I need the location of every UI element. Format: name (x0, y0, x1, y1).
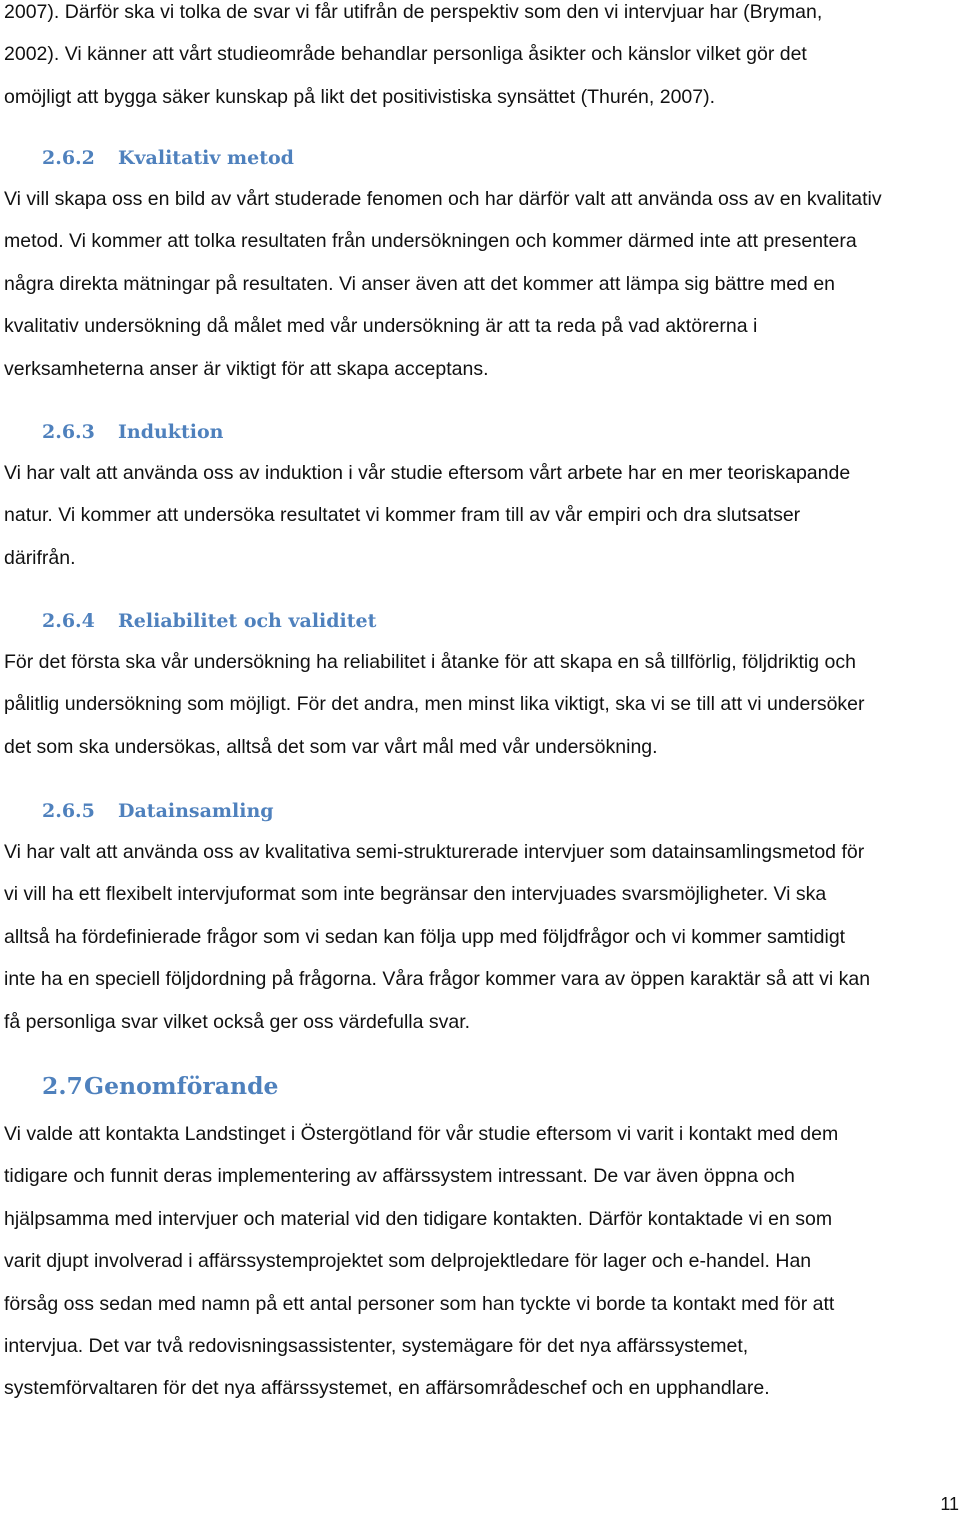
section-number: 2.6.2 (42, 147, 95, 169)
section-number: 2.6.3 (42, 421, 95, 443)
text-line: alltså ha fördefinierade frågor som vi sedan kan följa upp med följdfrågor och vi kommer samtidigt (4, 925, 846, 948)
section-title: Induktion (118, 421, 224, 443)
section-title: Genomförande (84, 1072, 279, 1100)
section-heading-induktion (42, 419, 223, 445)
text-line: Vi valde att kontakta Landstinget i Östergötland för vår studie eftersom vi varit i kontakt med dem (4, 1123, 839, 1145)
section-paragraph-genomforande (4, 1113, 960, 1410)
section-title: Kvalitativ metod (118, 147, 294, 169)
text-line: Vi vill skapa oss en bild av vårt studerade fenomen och har därför valt att använda oss av en kvalitativ (4, 188, 882, 210)
text-line: omöjligt att bygga säker kunskap på likt det positivistiska synsättet (Thurén, 2007). (4, 85, 716, 108)
section-paragraph-kvalitativ-metod (4, 178, 960, 390)
text-line: kvalitativ undersökning då målet med vår undersökning är att ta reda på vad aktörerna i (4, 315, 758, 338)
text-line: Vi har valt att använda oss av kvalitativa semi-strukturerade intervjuer som datainsamlingsmetod för (4, 841, 865, 863)
section-number: 2.7 (42, 1072, 83, 1100)
text-line: varit djupt involverad i affärssystemprojektet som delprojektledare för lager och e-handel. Han (4, 1250, 812, 1273)
text-line: få personliga svar vilket också ger oss värdefulla svar. (4, 1010, 471, 1033)
section-heading-kvalitativ-metod (42, 145, 294, 171)
text-line: tidigare och funnit deras implementering av affärssystem intressant. De var även öppna och (4, 1165, 795, 1188)
text-line: några direkta mätningar på resultaten. Vi anser även att det kommer att lämpa sig bättre med en (4, 272, 836, 295)
text-line: Vi har valt att använda oss av induktion i vår studie eftersom vårt arbete har en mer teoriskapande (4, 462, 851, 484)
text-line: verksamheterna anser är viktigt för att skapa acceptans. (4, 357, 489, 380)
text-line: hjälpsamma med intervjuer och material vid den tidigare kontakten. Därför kontaktade vi en som (4, 1207, 833, 1230)
section-paragraph-induktion (4, 452, 960, 579)
text-line: 2002). Vi känner att vårt studieområde behandlar personliga åsikter och känslor vilket gör det (4, 43, 807, 66)
section-heading-reliabilitet (42, 608, 376, 634)
text-line: natur. Vi kommer att undersöka resultatet vi kommer fram till av vår empiri och dra slutsatser (4, 504, 801, 527)
text-line: 2007). Därför ska vi tolka de svar vi får utifrån de perspektiv som den vi intervjuar har (Bryman, (4, 1, 823, 23)
text-line: metod. Vi kommer att tolka resultaten från undersökningen och kommer därmed inte att presentera (4, 230, 857, 253)
section-paragraph-reliabilitet (4, 641, 960, 768)
section-number: 2.6.4 (42, 610, 95, 632)
section-heading-datainsamling (42, 798, 274, 824)
text-line: försåg oss sedan med namn på ett antal personer som han tyckte vi borde ta kontakt med för att (4, 1292, 835, 1315)
text-line: pålitlig undersökning som möjligt. För det andra, men minst lika viktigt, ska vi se till att vi undersöker (4, 693, 865, 716)
section-heading-genomforande (42, 1073, 279, 1099)
text-line: vi vill ha ett flexibelt intervjuformat som inte begränsar den intervjuades svarsmöjligheter. Vi ska (4, 883, 827, 906)
page-number: 11 (940, 1494, 959, 1514)
text-line: därifrån. (4, 546, 76, 569)
section-title: Reliabilitet och validitet (118, 610, 377, 632)
section-title: Datainsamling (118, 800, 274, 822)
text-line: det som ska undersökas, alltså det som var vårt mål med vår undersökning. (4, 735, 658, 758)
section-number: 2.6.5 (42, 800, 95, 822)
text-line: inte ha en speciell följdordning på frågorna. Våra frågor kommer vara av öppen karaktär så att vi kan (4, 968, 871, 991)
section-paragraph-datainsamling (4, 831, 960, 1043)
intro-paragraph (4, 0, 960, 118)
text-line: intervjua. Det var två redovisningsassistenter, systemägare för det nya affärssystemet, (4, 1335, 749, 1358)
text-line: systemförvaltaren för det nya affärssystemet, en affärsområdeschef och en upphandlare. (4, 1377, 770, 1400)
text-line: För det första ska vår undersökning ha reliabilitet i åtanke för att skapa en så tillförlig, följdriktig och (4, 651, 856, 673)
